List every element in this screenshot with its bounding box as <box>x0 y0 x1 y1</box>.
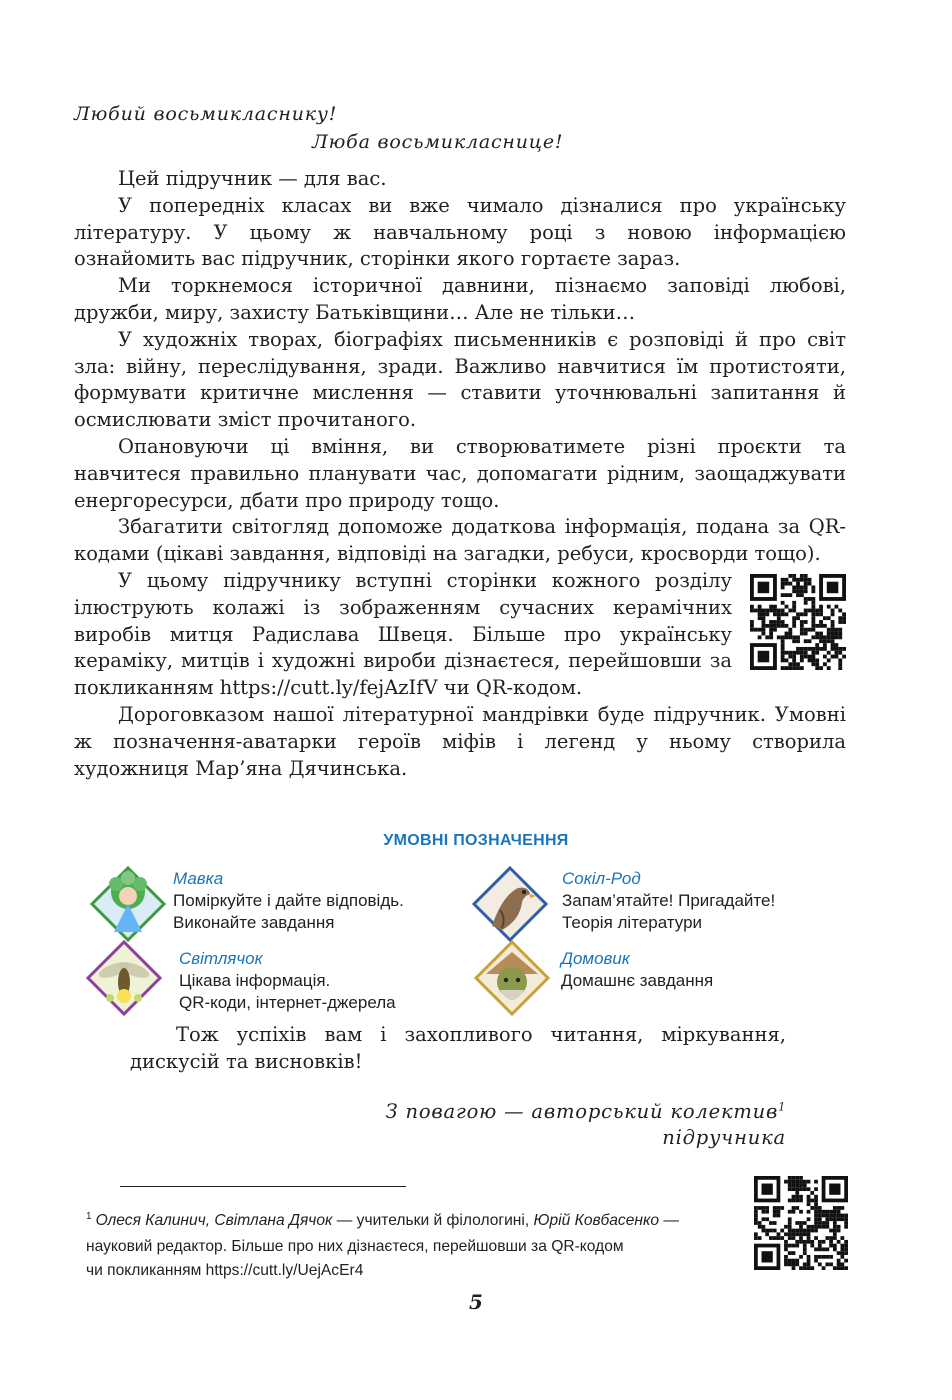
legend-desc: Домашнє завдання <box>561 971 714 990</box>
paragraph: У цьому підручнику вступні сторінки кожного розділу ілюструють колажі із зображенням сучасних керамічних виробів митця Радислава Швеця. Більше про українську кераміку, митців і художні вироби дізнаєтеся, перейшовши за покликанням https://cutt.ly/fejAzIfV чи QR-кодом. <box>74 568 732 700</box>
footnote-divider <box>120 1186 406 1187</box>
sokil-rod-icon <box>472 866 548 942</box>
paragraph: Збагатити світогляд допоможе додаткова інформація, подана за QR-кодами (цікаві завдання, відповіді на загадки, ребуси, кросворди тощо). <box>74 515 846 566</box>
greeting-line-2: Люба восьмикласнице! <box>312 131 564 153</box>
footnote-names-2: Юрій Ковбасенко <box>533 1212 659 1229</box>
footnote-names-1: Олеся Калинич, Світлана Дячок <box>95 1212 333 1229</box>
legend-desc: Запам’ятайте! Пригадайте! <box>562 891 776 910</box>
footnote-ref[interactable]: 1 <box>778 1100 786 1114</box>
greeting-line-1: Любий восьмикласнику! <box>74 103 338 125</box>
paragraph: Дороговказом нашої літературної мандрівки буде підручник. Умовні ж позначення-аватарки героїв міфів і легенд у ньому створила художниця Мар’яна Дячинська. <box>74 702 846 780</box>
closing-text <box>130 1022 786 1076</box>
legend-desc: QR-коди, інтернет-джерела <box>179 993 396 1012</box>
signature-line-2: підручника <box>662 1126 786 1149</box>
footnote-text-2: — <box>659 1212 679 1229</box>
footnote-line-2: науковий редактор. Більше про них дізнаєтеся, перейшовши за QR-кодом <box>86 1238 624 1255</box>
footnote-text-1: — учительки й філологині, <box>332 1212 534 1229</box>
signature-text: З повагою — авторський колектив <box>385 1100 779 1123</box>
legend-name: Мавка <box>173 869 224 888</box>
page-number: 5 <box>469 1290 483 1314</box>
legend-desc: Цікава інформація. <box>179 971 331 990</box>
legend-desc: Виконайте завдання <box>173 913 335 932</box>
legend-name: Світлячок <box>179 949 263 968</box>
paragraph: У попередніх класах ви вже чимало дізналися про українську літературу. У цьому ж навчальному році з новою інформацією ознайомить вас підручник, сторінки якого гортаєте зараз. <box>74 193 846 271</box>
legend-title: УМОВНІ ПОЗНАЧЕННЯ <box>383 832 569 849</box>
domovyk-icon <box>474 940 550 1016</box>
main-text <box>74 166 846 782</box>
mavka-icon <box>90 866 166 942</box>
legend-name: Сокіл-Род <box>562 869 641 888</box>
paragraph: У художніх творах, біографіях письменників є розповіді й про світ зла: війну, переслідування, зради. Важливо навчитися їм протистояти, формувати критичне мислення — ставити уточнювальні запитання й осмислювати зміст прочитаного. <box>74 327 846 432</box>
legend-name: Домовик <box>561 949 630 968</box>
qr-code-icon[interactable] <box>750 574 846 670</box>
paragraph: Ми торкнемося історичної давнини, пізнаємо заповіді любові, дружби, миру, захисту Батьківщини… Але не тільки… <box>74 274 846 324</box>
legend-desc: Поміркуйте і дайте відповідь. <box>173 891 404 910</box>
footnote-line-3: чи покликанням https://cutt.ly/UejAcEr4 <box>86 1262 364 1279</box>
paragraph: Цей підручник — для вас. <box>118 167 387 190</box>
paragraph: Опановуючи ці вміння, ви створюватимете різні проєкти та навчитеся правильно планувати час, допомагати рідним, заощаджувати енергоресурси, дбати про природу тощо. <box>74 434 846 512</box>
svitlyachok-icon <box>86 940 162 1016</box>
legend-desc: Теорія літератури <box>562 913 703 932</box>
qr-code-icon[interactable] <box>754 1176 848 1270</box>
closing-paragraph: Тож успіхів вам і захопливого читання, міркування, дискусій та висновків! <box>130 1023 786 1073</box>
footnote <box>86 1209 679 1283</box>
signature-line-1 <box>386 1100 786 1123</box>
footnote-mark: 1 <box>86 1211 92 1222</box>
